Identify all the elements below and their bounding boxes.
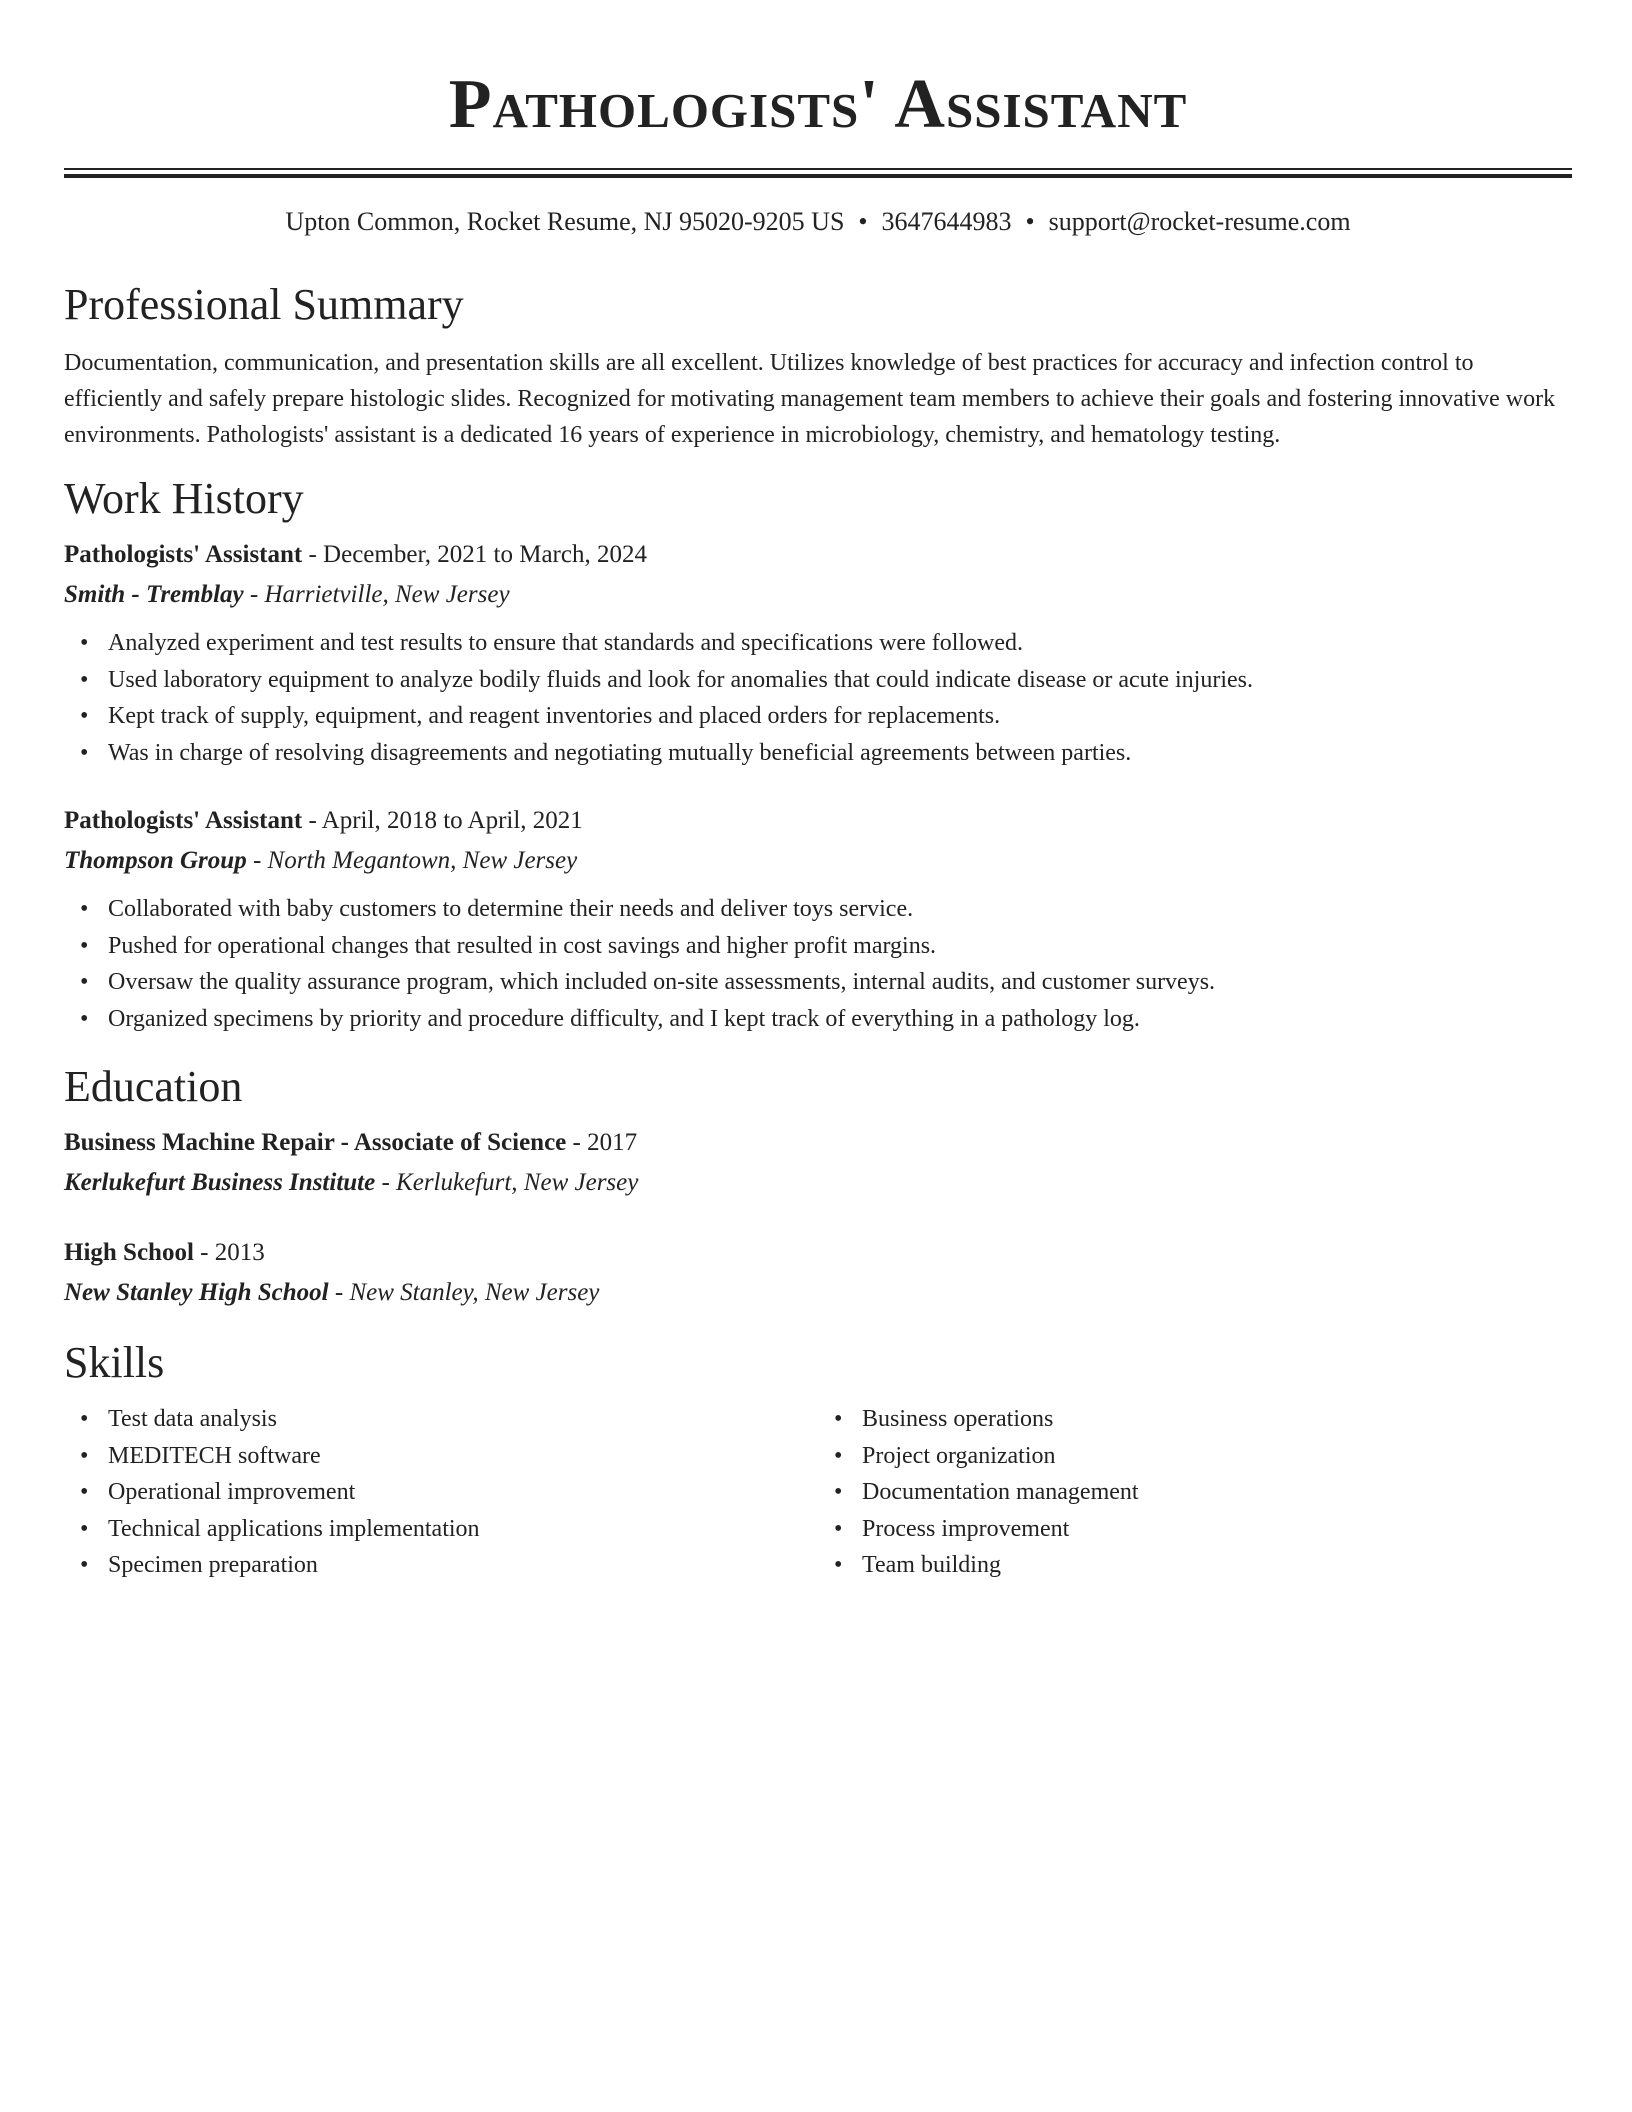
skill-item: • Operational improvement	[108, 1474, 818, 1511]
skills-heading: Skills	[64, 1338, 165, 1387]
education-school: Kerlukefurt Business Institute	[64, 1169, 376, 1196]
job-location: - North Megantown, New Jersey	[246, 847, 578, 874]
list-item: • Kept track of supply, equipment, and reagent inventories and placed orders for replacements.	[108, 698, 1572, 735]
skill-item: • MEDITECH software	[108, 1438, 818, 1475]
skill-item: • Documentation management	[862, 1474, 1572, 1511]
skill-item: • Project organization	[862, 1438, 1572, 1475]
job-entry	[64, 801, 1572, 1037]
job-company-line	[64, 575, 1572, 615]
skill-item: • Process improvement	[862, 1511, 1572, 1548]
contact-separator: •	[858, 207, 868, 236]
job-entry	[64, 535, 1572, 771]
education-year: - 2017	[566, 1129, 638, 1156]
education-school-line	[64, 1273, 1572, 1313]
job-title: Pathologists' Assistant	[64, 541, 303, 568]
contact-separator: •	[1025, 207, 1035, 236]
list-item: • Organized specimens by priority and procedure difficulty, and I kept track of everything in a pathology log.	[108, 1001, 1572, 1038]
list-item: • Was in charge of resolving disagreements and negotiating mutually beneficial agreements between parties.	[108, 735, 1572, 772]
list-item: • Collaborated with baby customers to determine their needs and deliver toys service.	[108, 891, 1572, 928]
contact-email: support@rocket-resume.com	[1048, 207, 1351, 236]
header-divider	[64, 168, 1572, 178]
education-degree-line	[64, 1233, 1572, 1273]
job-location: - Harrietville, New Jersey	[243, 581, 510, 608]
contact-address: Upton Common, Rocket Resume, NJ 95020-9205 US	[285, 207, 845, 236]
education-location: - Kerlukefurt, New Jersey	[375, 1169, 639, 1196]
skill-item: • Business operations	[862, 1401, 1572, 1438]
job-title-line	[64, 535, 1572, 575]
job-dates: - December, 2021 to March, 2024	[302, 541, 647, 568]
education-heading: Education	[64, 1062, 243, 1111]
list-item: • Pushed for operational changes that resulted in cost savings and higher profit margins.	[108, 928, 1572, 965]
education-entry	[64, 1233, 1572, 1313]
education-school: New Stanley High School	[64, 1279, 329, 1306]
job-dates: - April, 2018 to April, 2021	[302, 807, 583, 834]
education-year: - 2013	[193, 1239, 265, 1266]
list-item: • Analyzed experiment and test results to ensure that standards and specifications were followed.	[108, 625, 1572, 662]
skill-item: • Team building	[862, 1547, 1572, 1584]
job-title-line	[64, 801, 1572, 841]
skill-item: • Specimen preparation	[108, 1547, 818, 1584]
skills-list-right	[818, 1401, 1572, 1584]
skills-list-left	[64, 1401, 818, 1584]
resume-name: Pathologists' Assistant	[448, 66, 1188, 143]
contact-phone: 3647644983	[881, 207, 1012, 236]
job-company: Smith - Tremblay	[64, 581, 244, 608]
list-item: • Oversaw the quality assurance program, which included on-site assessments, internal audits, and customer surveys.	[108, 964, 1572, 1001]
education-degree: High School	[64, 1239, 194, 1266]
education-degree-line	[64, 1123, 1572, 1163]
education-degree: Business Machine Repair - Associate of Science	[64, 1129, 567, 1156]
resume-page	[64, 0, 1572, 1584]
education-location: - New Stanley, New Jersey	[328, 1279, 600, 1306]
education-school-line	[64, 1163, 1572, 1203]
skill-item: • Technical applications implementation	[108, 1511, 818, 1548]
job-company: Thompson Group	[64, 847, 247, 874]
summary-text: Documentation, communication, and presentation skills are all excellent. Utilizes knowledge of best practices for accuracy and infection control to efficiently and safely prepare histologic slides. Recognized for motivating management team members to achieve their goals and fostering innovative work environments. Pathologists' assistant is a dedicated 16 years of experience in microbiology, chemistry, and hematology testing.	[64, 350, 1556, 448]
job-company-line	[64, 841, 1572, 881]
skill-item: • Test data analysis	[108, 1401, 818, 1438]
contact-line	[64, 205, 1572, 239]
work-history-heading: Work History	[64, 474, 304, 523]
summary-heading: Professional Summary	[64, 280, 464, 329]
job-title: Pathologists' Assistant	[64, 807, 303, 834]
education-entry	[64, 1123, 1572, 1203]
job-bullet-list	[64, 891, 1572, 1037]
skills-grid	[64, 1401, 1572, 1584]
job-bullet-list	[64, 625, 1572, 771]
list-item: • Used laboratory equipment to analyze bodily fluids and look for anomalies that could indicate disease or acute injuries.	[108, 662, 1572, 699]
